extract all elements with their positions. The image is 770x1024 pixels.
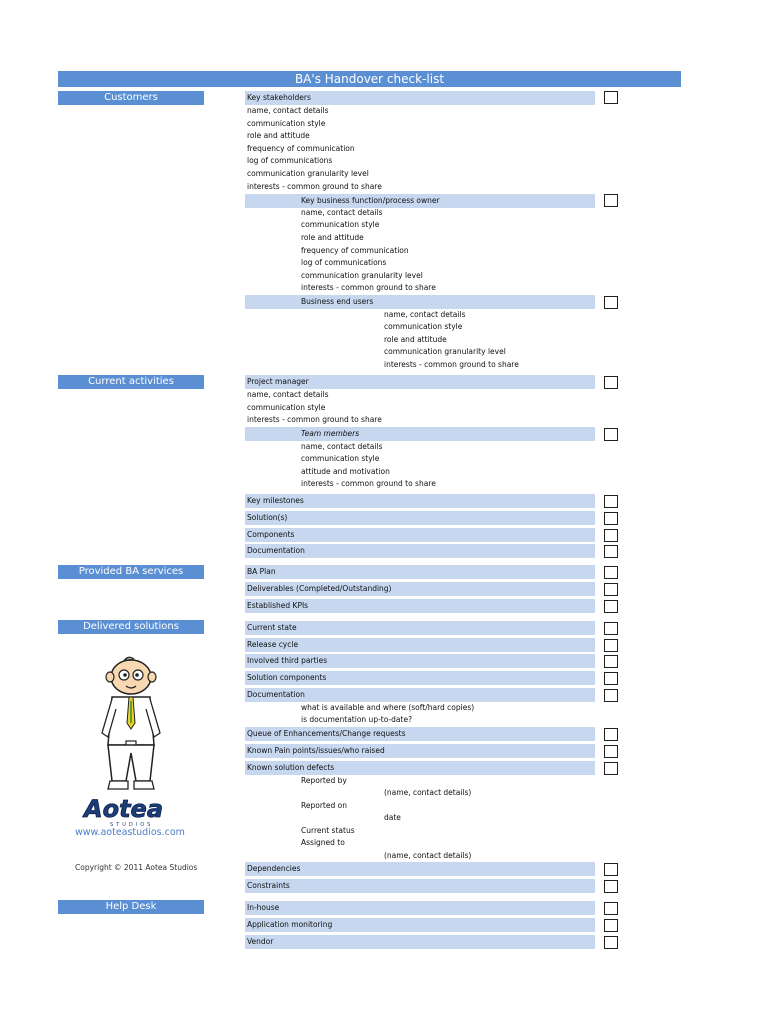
reported-on-label: Reported on [301,801,347,810]
checkbox-vendor[interactable] [604,936,618,949]
list-item: name, contact details [247,106,329,115]
list-item: log of communications [301,258,387,267]
list-item: communication granularity level [384,347,506,356]
solution-components-row: Solution components [245,671,595,685]
list-item: name, contact details [247,390,329,399]
svg-text:STUDIOS: STUDIOS [110,822,154,828]
list-item: role and attitude [384,335,447,344]
reported-by-label: Reported by [301,776,347,785]
components-row: Components [245,528,595,542]
dependencies-row: Dependencies [245,862,595,876]
section-provided-ba-services: Provided BA services [58,565,204,579]
checkbox-key-stakeholders[interactable] [604,91,618,104]
copyright-text: Copyright © 2011 Aotea Studios [75,863,198,872]
checkbox-pain-points[interactable] [604,745,618,758]
section-help-desk: Help Desk [58,900,204,914]
list-item: role and attitude [301,233,364,242]
list-item: frequency of communication [247,144,355,153]
constraints-row: Constraints [245,879,595,893]
checkbox-constraints[interactable] [604,880,618,893]
checkbox-deliverables[interactable] [604,583,618,596]
checkbox-project-manager[interactable] [604,376,618,389]
list-item: communication granularity level [301,271,423,280]
list-item: name, contact details [384,310,466,319]
list-item: communication style [247,403,326,412]
list-item: communication style [384,322,463,331]
mascot-illustration [96,653,166,793]
list-item: interests - common ground to share [301,479,436,488]
svg-text:Aotea: Aotea [84,795,164,823]
team-members-row: Team members [245,427,595,441]
current-state-row: Current state [245,621,595,635]
current-status-label: Current status [301,826,355,835]
list-item: name, contact details [301,208,383,217]
checkbox-app-monitoring[interactable] [604,919,618,932]
ds-documentation-row: Documentation [245,688,595,702]
list-item: communication style [301,454,380,463]
key-stakeholders-row: Key stakeholders [245,91,595,105]
checkbox-documentation[interactable] [604,545,618,558]
key-milestones-row: Key milestones [245,494,595,508]
checkbox-solutions[interactable] [604,512,618,525]
aotea-logo [80,793,190,829]
checkbox-key-milestones[interactable] [604,495,618,508]
checkbox-defects[interactable] [604,762,618,775]
list-item: frequency of communication [301,246,409,255]
checkbox-ds-documentation[interactable] [604,689,618,702]
list-item: log of communications [247,156,333,165]
list-item: interests - common ground to share [247,182,382,191]
list-item: interests - common ground to share [247,415,382,424]
ba-plan-row: BA Plan [245,565,595,579]
list-item: communication style [301,220,380,229]
list-item: communication style [247,119,326,128]
third-parties-row: Involved third parties [245,654,595,668]
checkbox-current-state[interactable] [604,622,618,635]
list-item: communication granularity level [247,169,369,178]
queue-row: Queue of Enhancements/Change requests [245,727,595,741]
business-end-users-row: Business end users [245,295,595,309]
list-item: interests - common ground to share [384,360,519,369]
assigned-to-label: Assigned to [301,838,345,847]
list-item: role and attitude [247,131,310,140]
documentation-row: Documentation [245,544,595,558]
checkbox-team-members[interactable] [604,428,618,441]
defects-row: Known solution defects [245,761,595,775]
checkbox-ba-plan[interactable] [604,566,618,579]
in-house-row: In-house [245,901,595,915]
checkbox-in-house[interactable] [604,902,618,915]
checkbox-third-parties[interactable] [604,655,618,668]
checkbox-solution-components[interactable] [604,672,618,685]
key-business-owner-row: Key business function/process owner [245,194,595,208]
section-customers: Customers [58,91,204,105]
website-link[interactable]: www.aoteastudios.com [75,827,185,838]
checkbox-components[interactable] [604,529,618,542]
checkbox-dependencies[interactable] [604,863,618,876]
reported-by-detail: (name, contact details) [384,788,472,797]
vendor-row: Vendor [245,935,595,949]
project-manager-row: Project manager [245,375,595,389]
solutions-row: Solution(s) [245,511,595,525]
checkbox-release-cycle[interactable] [604,639,618,652]
checkbox-established-kpis[interactable] [604,600,618,613]
section-delivered-solutions: Delivered solutions [58,620,204,634]
reported-on-detail: date [384,813,401,822]
app-monitoring-row: Application monitoring [245,918,595,932]
list-item: attitude and motivation [301,467,390,476]
checkbox-business-end-users[interactable] [604,296,618,309]
list-item: is documentation up-to-date? [301,715,413,724]
release-cycle-row: Release cycle [245,638,595,652]
list-item: interests - common ground to share [301,283,436,292]
list-item: name, contact details [301,442,383,451]
pain-points-row: Known Pain points/issues/who raised [245,744,595,758]
established-kpis-row: Established KPIs [245,599,595,613]
assigned-to-detail: (name, contact details) [384,851,472,860]
page-title: BA's Handover check-list [58,71,681,87]
checkbox-key-business-owner[interactable] [604,194,618,207]
list-item: what is available and where (soft/hard copies) [301,703,475,712]
checkbox-queue[interactable] [604,728,618,741]
section-current-activities: Current activities [58,375,204,389]
deliverables-row: Deliverables (Completed/Outstanding) [245,582,595,596]
